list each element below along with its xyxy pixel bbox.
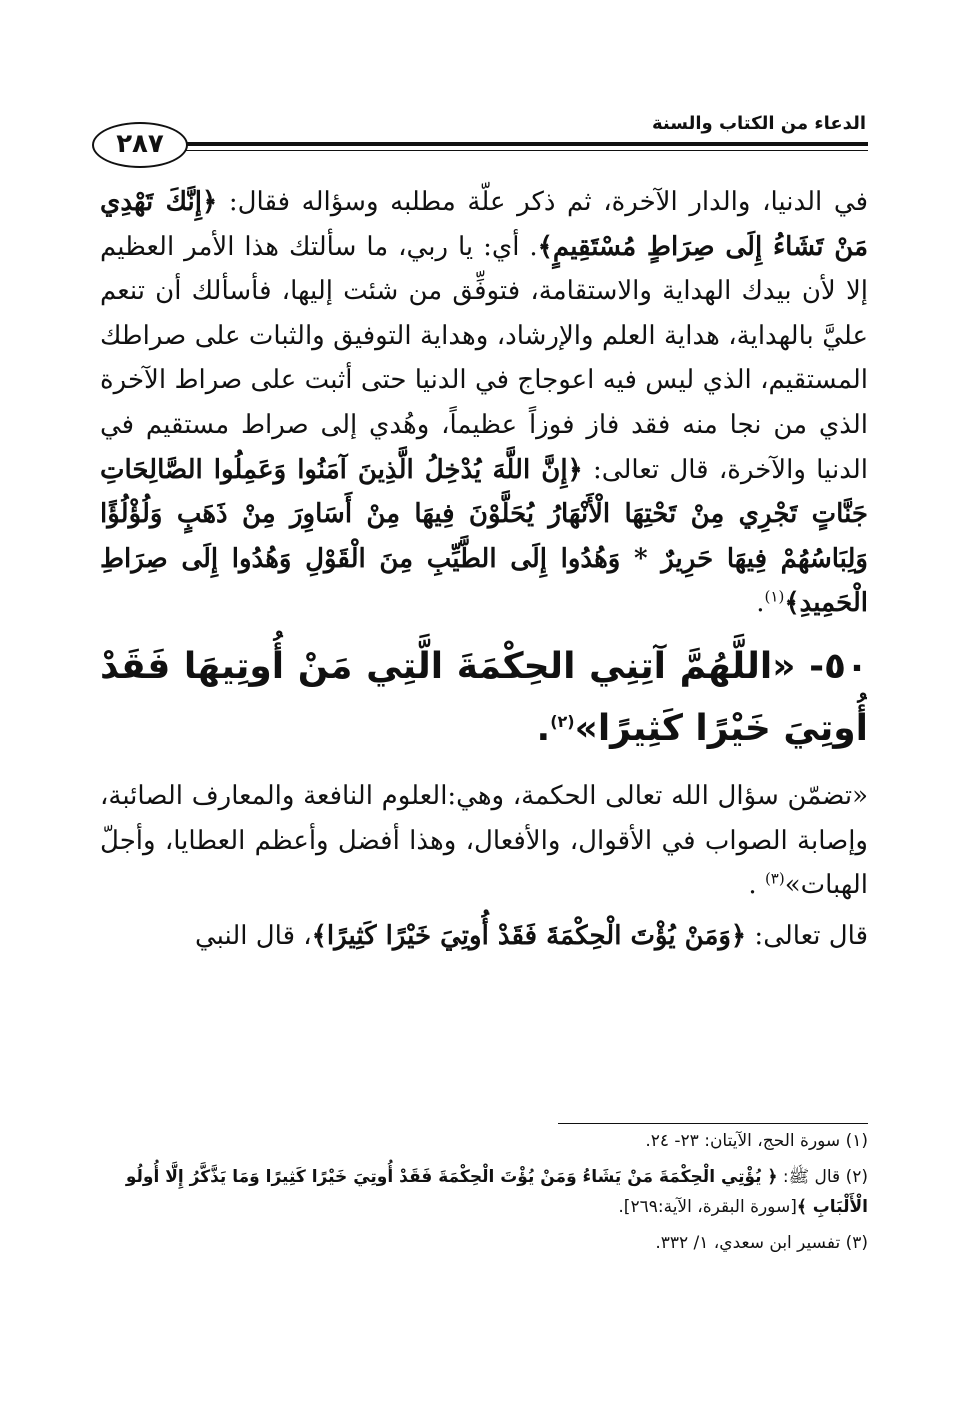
footnote-ref: (٢) [550,711,575,731]
footnotes [100,1126,868,1264]
quran-verse: ﴿إِنَّ اللَّهَ يُدْخِلُ الَّذِينَ آمَنُوا وَعَمِلُوا الصَّالِحَاتِ جَنَّاتٍ تَجْرِي مِنْ تَحْتِهَا الْأَنْهَارُ يُحَلَّوْنَ فِيهَا مِنْ أَسَاوِرَ مِنْ ذَهَبٍ وَلُؤْلُؤًا وَلِبَاسُهُمْ فِيهَا حَرِيرٌ * وَهُدُوا إِلَى الطَّيِّبِ مِنَ الْقَوْلِ وَهُدُوا إِلَى صِرَاطِ الْحَمِيدِ﴾ [100,454,868,619]
footnote-separator [558,1123,868,1124]
paragraph-1 [100,180,868,626]
running-title: الدعاء من الكتاب والسنة [651,113,866,134]
header-rule [180,142,868,146]
footnote-ref: (١) [764,587,785,606]
footnote-ref: (٣) [764,869,785,888]
text-run: قال تعالى: [746,920,868,951]
paragraph-2 [100,774,868,908]
text-run: (٢) قال ﷺ: [777,1167,868,1187]
text-run: ، قال النبي [195,920,312,951]
text-run: . [536,707,551,749]
quran-verse: ﴿ يُؤْتِي الْحِكْمَةَ مَنْ يَشَاءُ وَمَنْ يُؤْتَ الْحِكْمَةَ فَقَدْ أُوتِيَ خَيْرًا كَثِيرًا وَمَا يَذَّكَّرُ إِلَّا أُولُو الْأَلْبَابِ ﴾ [125,1167,868,1217]
page-number: ٢٨٧ [92,122,188,168]
quran-verse: ﴿إِنَّكَ تَهْدِي مَنْ تَشَاءُ إِلَى صِرَاطٍ مُسْتَقِيمٍ﴾ [100,187,868,262]
paragraph-3 [100,914,868,959]
text-run: . أي: يا ربي، ما سألتك هذا الأمر العظيم إلا لأن بيدك الهداية والاستقامة، فتوفِّق من شئت إليها، فأسألك أن تنعم عليَّ بالهداية، هداية العلم والإرشاد، وهداية التوفيق والثبات على صراطك المستقيم، الذي ليس فيه اعوجاج في الدنيا حتى أثبت على صراط الآخرة الذي من نجا منه فقد فاز فوزاً عظيماً، وهُدي إلى صراط مستقيم في الدنيا والآخرة، قال تعالى: [100,231,868,485]
text-run: . [756,588,765,619]
text-run: «تضمّن سؤال الله تعالى الحكمة، وهي:العلوم النافعة والمعارف الصائبة، وإصابة الصواب في الأقوال، والأفعال، وهذا أفضل وأعظم العطايا، وأجلّ الهبات» [100,780,868,901]
footnote-2 [100,1162,868,1222]
text-run: . [748,870,765,901]
text-run: [سورة البقرة، الآية:٢٦٩]. [618,1197,797,1217]
dua-heading [100,636,868,760]
quran-verse: ﴿وَمَنْ يُؤْتَ الْحِكْمَةَ فَقَدْ أُوتِيَ خَيْرًا كَثِيرًا﴾ [311,920,747,951]
footnote-3: (٣) تفسير ابن سعدي، ١/ ٣٣٢. [655,1233,868,1253]
footnote-1: (١) سورة الحج، الآيتان: ٢٣- ٢٤. [645,1131,868,1151]
text-run: في الدنيا، والدار الآخرة، ثم ذكر علّة مطلبه وسؤاله فقال: [217,187,868,217]
header-rule-thin [180,150,868,151]
main-text [100,180,868,958]
heading-text: ٥٠- «اللَّهُمَّ آتِنِي الحِكْمَةَ الَّتِي مَنْ أُوتِيهَا فَقَدْ أُوتِيَ خَيْرًا كَثِيرًا» [100,645,868,749]
